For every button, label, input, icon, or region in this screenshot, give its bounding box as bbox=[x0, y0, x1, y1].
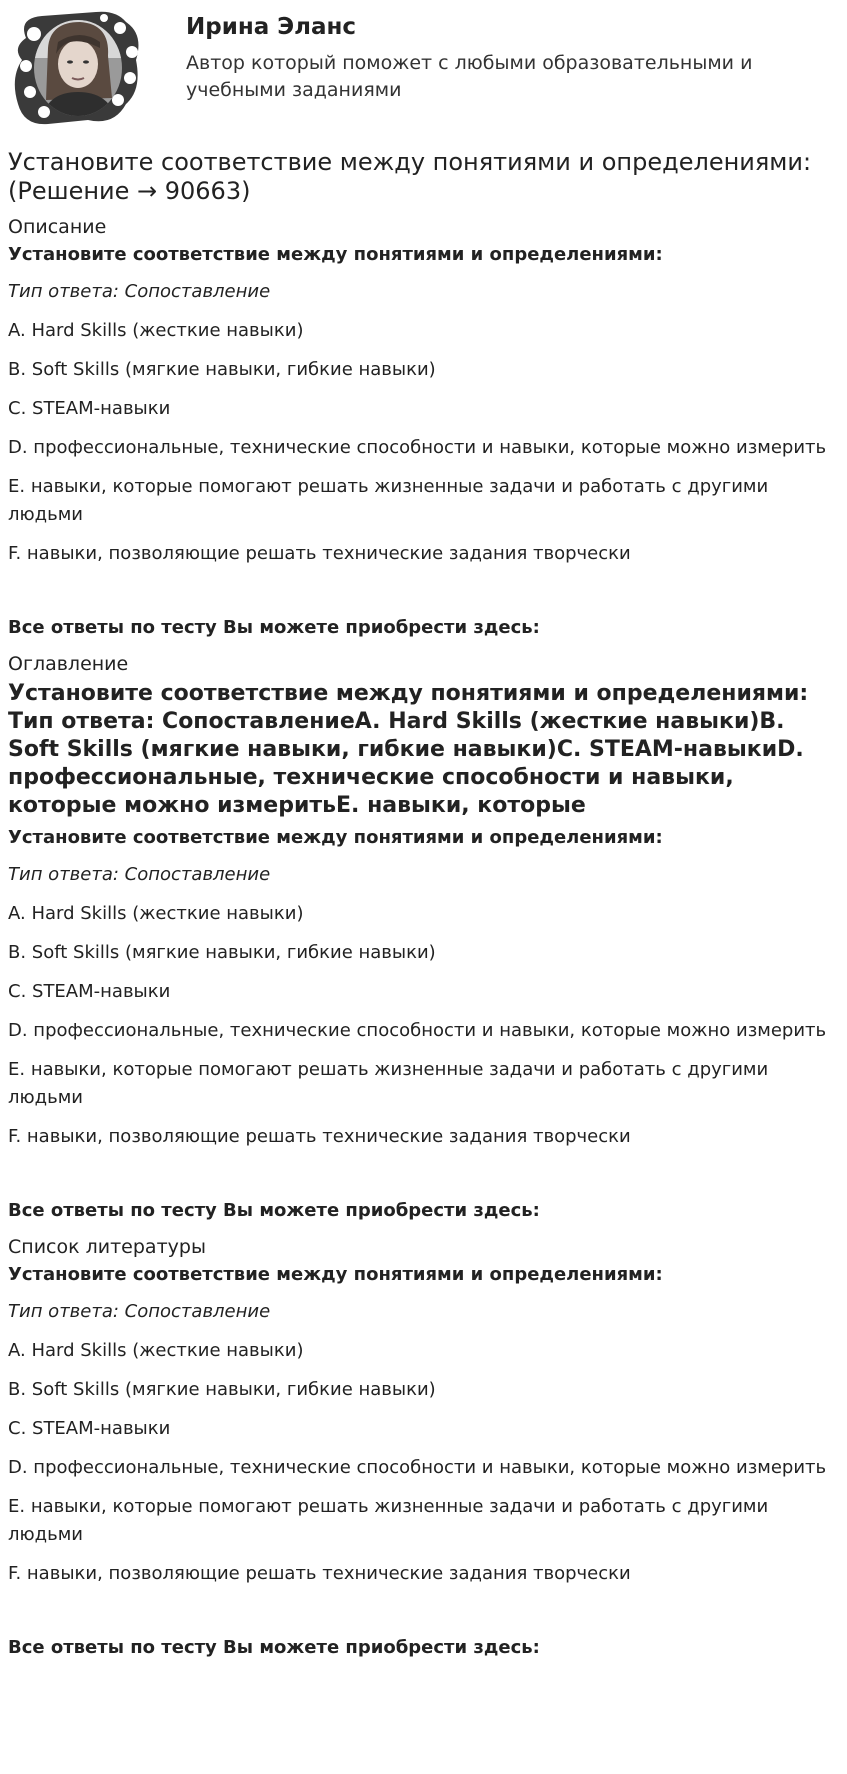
literature-section bbox=[8, 1235, 838, 1660]
question-heading: Установите соответствие между понятиями и определениями: bbox=[8, 244, 663, 265]
option-d: D. профессиональные, технические способности и навыки, которые можно измерить bbox=[8, 1020, 827, 1041]
description-section bbox=[8, 215, 838, 640]
option-b: B. Soft Skills (мягкие навыки, гибкие навыки) bbox=[8, 359, 436, 380]
option-b: B. Soft Skills (мягкие навыки, гибкие навыки) bbox=[8, 942, 436, 963]
buy-answers-text: Все ответы по тесту Вы можете приобрести здесь: bbox=[8, 1200, 540, 1221]
option-c: C. STEAM-навыки bbox=[8, 981, 171, 1002]
option-e: E. навыки, которые помогают решать жизненные задачи и работать с другими людьми bbox=[8, 1496, 769, 1545]
option-b: B. Soft Skills (мягкие навыки, гибкие навыки) bbox=[8, 1379, 436, 1400]
author-name[interactable]: Ирина Эланс bbox=[186, 14, 357, 40]
question-heading: Установите соответствие между понятиями и определениями: bbox=[8, 1264, 663, 1285]
section-label-toc: Оглавление bbox=[8, 653, 129, 675]
answer-type: Тип ответа: Сопоставление bbox=[8, 1301, 271, 1322]
option-d: D. профессиональные, технические способности и навыки, которые можно измерить bbox=[8, 1457, 827, 1478]
page-title: Установите соответствие между понятиями и определениями: (Решение → 90663) bbox=[8, 148, 812, 205]
option-a: A. Hard Skills (жесткие навыки) bbox=[8, 1340, 304, 1361]
author-avatar[interactable] bbox=[8, 8, 150, 128]
option-e: E. навыки, которые помогают решать жизненные задачи и работать с другими людьми bbox=[8, 476, 769, 525]
buy-answers-text: Все ответы по тесту Вы можете приобрести здесь: bbox=[8, 1637, 540, 1658]
main-content bbox=[8, 148, 838, 1672]
option-e: E. навыки, которые помогают решать жизненные задачи и работать с другими людьми bbox=[8, 1059, 769, 1108]
question-heading: Установите соответствие между понятиями и определениями: bbox=[8, 827, 663, 848]
option-a: A. Hard Skills (жесткие навыки) bbox=[8, 903, 304, 924]
option-f: F. навыки, позволяющие решать технические задания творчески bbox=[8, 1126, 631, 1147]
option-d: D. профессиональные, технические способности и навыки, которые можно измерить bbox=[8, 437, 827, 458]
author-description: Автор который поможет с любыми образовательными и учебными заданиями bbox=[186, 52, 753, 101]
option-f: F. навыки, позволяющие решать технические задания творчески bbox=[8, 543, 631, 564]
option-a: A. Hard Skills (жесткие навыки) bbox=[8, 320, 304, 341]
author-block bbox=[0, 0, 847, 135]
section-label-description: Описание bbox=[8, 216, 107, 238]
answer-type: Тип ответа: Сопоставление bbox=[8, 281, 271, 302]
toc-heading: Установите соответствие между понятиями и определениями: Тип ответа: СопоставлениеA. Hard Skills (жесткие навыки)B. Soft Skills (мягкие навыки, гибкие навыки)C. STEAM-навыкиD. профессиональные, технические способности и навыки, которые можно измеритьE. навыки, которые bbox=[8, 681, 809, 818]
toc-section bbox=[8, 652, 838, 1223]
section-label-literature: Список литературы bbox=[8, 1236, 206, 1258]
option-c: C. STEAM-навыки bbox=[8, 1418, 171, 1439]
buy-answers-text: Все ответы по тесту Вы можете приобрести здесь: bbox=[8, 617, 540, 638]
option-f: F. навыки, позволяющие решать технические задания творчески bbox=[8, 1563, 631, 1584]
answer-type: Тип ответа: Сопоставление bbox=[8, 864, 271, 885]
option-c: C. STEAM-навыки bbox=[8, 398, 171, 419]
